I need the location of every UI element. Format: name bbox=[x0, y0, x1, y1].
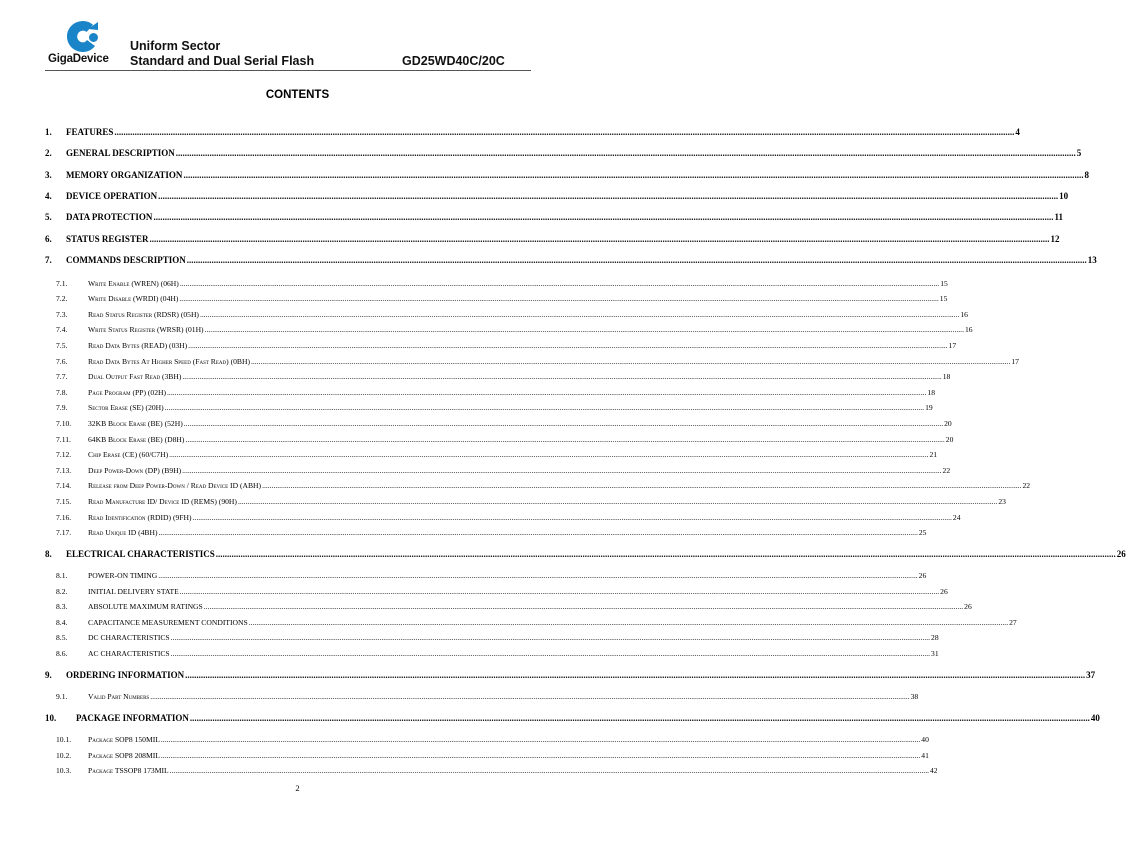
toc-entry-number: 7.3. bbox=[56, 310, 68, 319]
toc-entry[interactable] bbox=[45, 466, 951, 475]
toc-entry[interactable] bbox=[45, 618, 1017, 627]
toc-leader-dots: ................................................................................................................................................................................................................................................................................................................................................................................................................ bbox=[183, 419, 944, 428]
toc-entry-title: Page Program (PP) (02H) bbox=[88, 388, 167, 397]
toc-entry-title: CAPACITANCE MEASUREMENT CONDITIONS bbox=[88, 618, 248, 627]
toc-entry-title: Package SOP8 150MIL bbox=[88, 735, 160, 744]
toc-entry-page: 31 bbox=[931, 649, 939, 658]
toc-entry-title: Read Manufacture ID/ Device ID (REMS) (90H) bbox=[88, 497, 237, 506]
toc-entry-title: ORDERING INFORMATION bbox=[66, 670, 185, 680]
toc-entry-page: 28 bbox=[931, 633, 939, 642]
toc-entry-number: 10.3. bbox=[56, 766, 72, 775]
toc-entry[interactable] bbox=[45, 191, 1069, 201]
toc-entry-title: AC CHARACTERISTICS bbox=[88, 649, 170, 658]
toc-entry[interactable] bbox=[45, 255, 1097, 265]
toc-leader-dots: ................................................................................................................................................................................................................................................................................................................................................................................................................ bbox=[170, 633, 931, 642]
toc-entry-title: Read Data Bytes At Higher Speed (Fast Read) (0BH) bbox=[88, 357, 250, 366]
toc-entry-title: DEVICE OPERATION bbox=[66, 191, 158, 201]
toc-entry-title: Write Status Register (WRSR) (01H) bbox=[88, 325, 204, 334]
toc-entry[interactable] bbox=[45, 234, 1060, 244]
toc-entry-number: 7.13. bbox=[56, 466, 72, 475]
toc-leader-dots: ................................................................................................................................................................................................................................................................................................................................................................................................................ bbox=[248, 618, 1009, 627]
toc-leader-dots: ................................................................................................................................................................................................................................................................................................................................................................................................................ bbox=[183, 170, 1084, 180]
toc-entry-number: 7.10. bbox=[56, 419, 72, 428]
toc-leader-dots: ................................................................................................................................................................................................................................................................................................................................................................................................................ bbox=[204, 325, 964, 334]
toc-entry-number: 7.17. bbox=[56, 528, 72, 537]
toc-entry-page: 20 bbox=[945, 435, 954, 444]
toc-entry[interactable] bbox=[45, 766, 938, 775]
toc-leader-dots: ................................................................................................................................................................................................................................................................................................................................................................................................................ bbox=[182, 372, 942, 381]
toc-leader-dots: ................................................................................................................................................................................................................................................................................................................................................................................................................ bbox=[237, 497, 998, 506]
toc-entry-number: 8.2. bbox=[56, 587, 68, 596]
toc-entry-page: 5 bbox=[1076, 148, 1082, 158]
toc-entry[interactable] bbox=[45, 372, 951, 381]
toc-leader-dots: ................................................................................................................................................................................................................................................................................................................................................................................................................ bbox=[164, 403, 925, 412]
toc-entry[interactable] bbox=[45, 310, 968, 319]
toc-entry-title: Chip Erase (CE) (60/C7H) bbox=[88, 450, 169, 459]
toc-entry-title: Write Disable (WRDI) (04H) bbox=[88, 294, 179, 303]
toc-entry-number: 8.1. bbox=[56, 571, 68, 580]
toc-leader-dots: ................................................................................................................................................................................................................................................................................................................................................................................................................ bbox=[250, 357, 1011, 366]
toc-entry-title: GENERAL DESCRIPTION bbox=[66, 148, 175, 158]
toc-entry-number: 7.5. bbox=[56, 341, 68, 350]
toc-entry[interactable] bbox=[45, 341, 957, 350]
toc-entry-number: 7.14. bbox=[56, 481, 72, 490]
toc-entry-title: Sector Erase (SE) (20H) bbox=[88, 403, 164, 412]
toc-entry-title: Read Identification (RDID) (9FH) bbox=[88, 513, 192, 522]
toc-entry-title: DATA PROTECTION bbox=[66, 212, 153, 222]
toc-leader-dots: ................................................................................................................................................................................................................................................................................................................................................................................................................ bbox=[160, 751, 921, 760]
toc-leader-dots: ................................................................................................................................................................................................................................................................................................................................................................................................................ bbox=[185, 435, 945, 444]
toc-entry[interactable] bbox=[45, 419, 952, 428]
toc-entry-title: STATUS REGISTER bbox=[66, 234, 149, 244]
toc-leader-dots: ................................................................................................................................................................................................................................................................................................................................................................................................................ bbox=[160, 735, 921, 744]
toc-entry-page: 4 bbox=[1015, 127, 1020, 137]
toc-entry[interactable] bbox=[45, 294, 948, 303]
toc-entry-number: 3. bbox=[45, 170, 52, 180]
toc-leader-dots: ................................................................................................................................................................................................................................................................................................................................................................................................................ bbox=[215, 549, 1116, 559]
toc-entry-page: 42 bbox=[930, 766, 938, 775]
toc-entry-number: 1. bbox=[45, 127, 52, 137]
toc-entry-page: 16 bbox=[964, 325, 973, 334]
toc-entry[interactable] bbox=[45, 481, 1031, 490]
toc-entry-number: 6. bbox=[45, 234, 52, 244]
toc-entry-number: 4. bbox=[45, 191, 52, 201]
toc-entry-number: 7.6. bbox=[56, 357, 68, 366]
toc-entry-title: 64KB Block Erase (BE) (D8H) bbox=[88, 435, 185, 444]
toc-entry-page: 26 bbox=[964, 602, 972, 611]
toc-leader-dots: ................................................................................................................................................................................................................................................................................................................................................................................................................ bbox=[188, 341, 948, 350]
toc-entry-page: 15 bbox=[940, 279, 948, 288]
toc-leader-dots: ................................................................................................................................................................................................................................................................................................................................................................................................................ bbox=[189, 713, 1090, 723]
toc-entry[interactable] bbox=[45, 170, 1089, 180]
toc-entry-number: 7.16. bbox=[56, 513, 72, 522]
toc-entry[interactable] bbox=[45, 497, 1006, 506]
toc-entry-page: 10 bbox=[1059, 191, 1069, 201]
toc-entry[interactable] bbox=[45, 212, 1063, 222]
toc-entry-page: 37 bbox=[1086, 670, 1096, 680]
toc-entry-page: 23 bbox=[998, 497, 1006, 506]
toc-entry-number: 8.6. bbox=[56, 649, 68, 658]
toc-entry-number: 7.4. bbox=[56, 325, 68, 334]
toc-entry-number: 7.8. bbox=[56, 388, 68, 397]
toc-entry[interactable] bbox=[45, 633, 939, 642]
toc-entry-title: POWER-ON TIMING bbox=[88, 571, 158, 580]
toc-entry-number: 7.1. bbox=[56, 279, 68, 288]
toc-leader-dots: ................................................................................................................................................................................................................................................................................................................................................................................................................ bbox=[199, 310, 960, 319]
toc-entry-page: 19 bbox=[925, 403, 933, 412]
toc-entry[interactable] bbox=[45, 528, 927, 537]
toc-entry-page: 40 bbox=[921, 735, 929, 744]
toc-entry-page: 22 bbox=[942, 466, 951, 475]
toc-entry-title: INITIAL DELIVERY STATE bbox=[88, 587, 179, 596]
toc-entry-page: 24 bbox=[952, 513, 961, 522]
toc-leader-dots: ................................................................................................................................................................................................................................................................................................................................................................................................................ bbox=[149, 234, 1050, 244]
toc-entry-number: 10. bbox=[45, 713, 57, 723]
header-title-line1: Uniform Sector bbox=[130, 39, 221, 53]
toc-entry[interactable] bbox=[45, 127, 1020, 137]
brand-name: GigaDevice bbox=[48, 53, 109, 65]
table-of-contents bbox=[45, 0, 1126, 842]
toc-entry-number: 7. bbox=[45, 255, 52, 265]
toc-entry-page: 18 bbox=[927, 388, 935, 397]
toc-leader-dots: ................................................................................................................................................................................................................................................................................................................................................................................................................ bbox=[158, 191, 1059, 201]
toc-entry-title: ELECTRICAL CHARACTERISTICS bbox=[66, 549, 215, 559]
toc-leader-dots: ................................................................................................................................................................................................................................................................................................................................................................................................................ bbox=[169, 450, 929, 459]
toc-entry-title: Read Status Register (RDSR) (05H) bbox=[88, 310, 199, 319]
toc-leader-dots: ................................................................................................................................................................................................................................................................................................................................................................................................................ bbox=[114, 127, 1015, 137]
toc-leader-dots: ................................................................................................................................................................................................................................................................................................................................................................................................................ bbox=[203, 602, 964, 611]
toc-entry-title: Dual Output Fast Read (3BH) bbox=[88, 372, 182, 381]
toc-entry[interactable] bbox=[45, 513, 961, 522]
toc-leader-dots: ................................................................................................................................................................................................................................................................................................................................................................................................................ bbox=[192, 513, 952, 522]
toc-entry-title: Package TSSOP8 173MIL bbox=[88, 766, 169, 775]
toc-entry-page: 41 bbox=[921, 751, 929, 760]
toc-entry[interactable] bbox=[45, 403, 933, 412]
toc-entry[interactable] bbox=[45, 388, 935, 397]
toc-entry[interactable] bbox=[45, 357, 1019, 366]
toc-entry-page: 27 bbox=[1009, 618, 1017, 627]
toc-leader-dots: ................................................................................................................................................................................................................................................................................................................................................................................................................ bbox=[186, 255, 1087, 265]
toc-entry-number: 7.9. bbox=[56, 403, 68, 412]
toc-entry-page: 40 bbox=[1090, 713, 1100, 723]
toc-entry[interactable] bbox=[45, 435, 954, 444]
toc-entry-title: ABSOLUTE MAXIMUM RATINGS bbox=[88, 602, 203, 611]
toc-entry-page: 13 bbox=[1087, 255, 1097, 265]
toc-leader-dots: ................................................................................................................................................................................................................................................................................................................................................................................................................ bbox=[179, 587, 940, 596]
toc-entry-page: 18 bbox=[942, 372, 951, 381]
toc-entry-page: 17 bbox=[948, 341, 957, 350]
toc-leader-dots: ................................................................................................................................................................................................................................................................................................................................................................................................................ bbox=[175, 148, 1076, 158]
toc-entry-title: DC CHARACTERISTICS bbox=[88, 633, 170, 642]
toc-entry-number: 7.15. bbox=[56, 497, 72, 506]
toc-entry-page: 12 bbox=[1050, 234, 1060, 244]
toc-entry-page: 15 bbox=[939, 294, 948, 303]
toc-entry-title: FEATURES bbox=[66, 127, 114, 137]
footer-page-number: 2 bbox=[295, 783, 300, 793]
toc-leader-dots: ................................................................................................................................................................................................................................................................................................................................................................................................................ bbox=[150, 692, 910, 701]
toc-entry-title: Write Enable (WREN) (06H) bbox=[88, 279, 179, 288]
toc-entry-number: 10.1. bbox=[56, 735, 72, 744]
toc-entry-number: 8.3. bbox=[56, 602, 68, 611]
toc-entry-page: 26 bbox=[918, 571, 927, 580]
toc-entry-number: 9. bbox=[45, 670, 52, 680]
toc-leader-dots: ................................................................................................................................................................................................................................................................................................................................................................................................................ bbox=[179, 294, 939, 303]
toc-entry-page: 26 bbox=[1116, 549, 1126, 559]
toc-entry[interactable] bbox=[45, 692, 919, 701]
toc-entry[interactable] bbox=[45, 713, 1100, 723]
toc-entry[interactable] bbox=[45, 549, 1126, 559]
toc-entry-title: Deep Power-Down (DP) (B9H) bbox=[88, 466, 182, 475]
toc-entry-page: 22 bbox=[1022, 481, 1031, 490]
header-part-number: GD25WD40C/20C bbox=[402, 54, 505, 68]
toc-leader-dots: ................................................................................................................................................................................................................................................................................................................................................................................................................ bbox=[167, 388, 927, 397]
toc-entry[interactable] bbox=[45, 751, 929, 760]
toc-leader-dots: ................................................................................................................................................................................................................................................................................................................................................................................................................ bbox=[158, 528, 918, 537]
toc-entry[interactable] bbox=[45, 148, 1082, 158]
toc-entry[interactable] bbox=[45, 279, 948, 288]
header-title-line2: Standard and Dual Serial Flash bbox=[130, 54, 315, 68]
toc-entry-title: Valid Part Numbers bbox=[88, 692, 150, 701]
toc-entry-number: 7.7. bbox=[56, 372, 68, 381]
toc-entry-page: 38 bbox=[910, 692, 919, 701]
toc-leader-dots: ................................................................................................................................................................................................................................................................................................................................................................................................................ bbox=[153, 212, 1054, 222]
toc-entry-title: MEMORY ORGANIZATION bbox=[66, 170, 183, 180]
toc-entry-number: 8. bbox=[45, 549, 52, 559]
toc-entry[interactable] bbox=[45, 649, 939, 658]
toc-entry[interactable] bbox=[45, 735, 929, 744]
toc-entry-number: 7.2. bbox=[56, 294, 68, 303]
toc-entry-title: Read Unique ID (4BH) bbox=[88, 528, 158, 537]
toc-entry-page: 16 bbox=[960, 310, 968, 319]
toc-entry-page: 21 bbox=[929, 450, 938, 459]
toc-entry-number: 10.2. bbox=[56, 751, 72, 760]
toc-leader-dots: ................................................................................................................................................................................................................................................................................................................................................................................................................ bbox=[170, 649, 931, 658]
toc-entry-page: 25 bbox=[918, 528, 927, 537]
toc-entry-page: 8 bbox=[1084, 170, 1089, 180]
toc-entry-title: Package SOP8 208MIL bbox=[88, 751, 160, 760]
toc-entry-page: 11 bbox=[1054, 212, 1063, 222]
toc-entry-title: Release from Deep Power-Down / Read Device ID (ABH) bbox=[88, 481, 262, 490]
toc-leader-dots: ................................................................................................................................................................................................................................................................................................................................................................................................................ bbox=[182, 466, 942, 475]
toc-leader-dots: ................................................................................................................................................................................................................................................................................................................................................................................................................ bbox=[169, 766, 929, 775]
toc-entry[interactable] bbox=[45, 587, 948, 596]
toc-leader-dots: ................................................................................................................................................................................................................................................................................................................................................................................................................ bbox=[262, 481, 1022, 490]
toc-entry[interactable] bbox=[45, 670, 1096, 680]
toc-entry-title: 32KB Block Erase (BE) (52H) bbox=[88, 419, 183, 428]
toc-leader-dots: ................................................................................................................................................................................................................................................................................................................................................................................................................ bbox=[158, 571, 918, 580]
toc-entry-number: 7.12. bbox=[56, 450, 72, 459]
toc-leader-dots: ................................................................................................................................................................................................................................................................................................................................................................................................................ bbox=[185, 670, 1086, 680]
toc-entry[interactable] bbox=[45, 450, 938, 459]
toc-entry-title: PACKAGE INFORMATION bbox=[76, 713, 189, 723]
toc-entry-number: 8.5. bbox=[56, 633, 68, 642]
contents-heading: CONTENTS bbox=[265, 89, 330, 101]
toc-entry-number: 2. bbox=[45, 148, 52, 158]
toc-entry-number: 8.4. bbox=[56, 618, 68, 627]
toc-entry-number: 7.11. bbox=[56, 435, 71, 444]
toc-entry-page: 17 bbox=[1011, 357, 1019, 366]
toc-entry-title: COMMANDS DESCRIPTION bbox=[66, 255, 186, 265]
toc-entry-number: 5. bbox=[45, 212, 52, 222]
toc-entry-page: 20 bbox=[944, 419, 952, 428]
toc-entry[interactable] bbox=[45, 325, 973, 334]
toc-entry[interactable] bbox=[45, 602, 972, 611]
toc-entry-title: Read Data Bytes (READ) (03H) bbox=[88, 341, 188, 350]
toc-entry-page: 26 bbox=[940, 587, 948, 596]
toc-entry-number: 9.1. bbox=[56, 692, 68, 701]
toc-leader-dots: ................................................................................................................................................................................................................................................................................................................................................................................................................ bbox=[179, 279, 940, 288]
toc-entry[interactable] bbox=[45, 571, 927, 580]
